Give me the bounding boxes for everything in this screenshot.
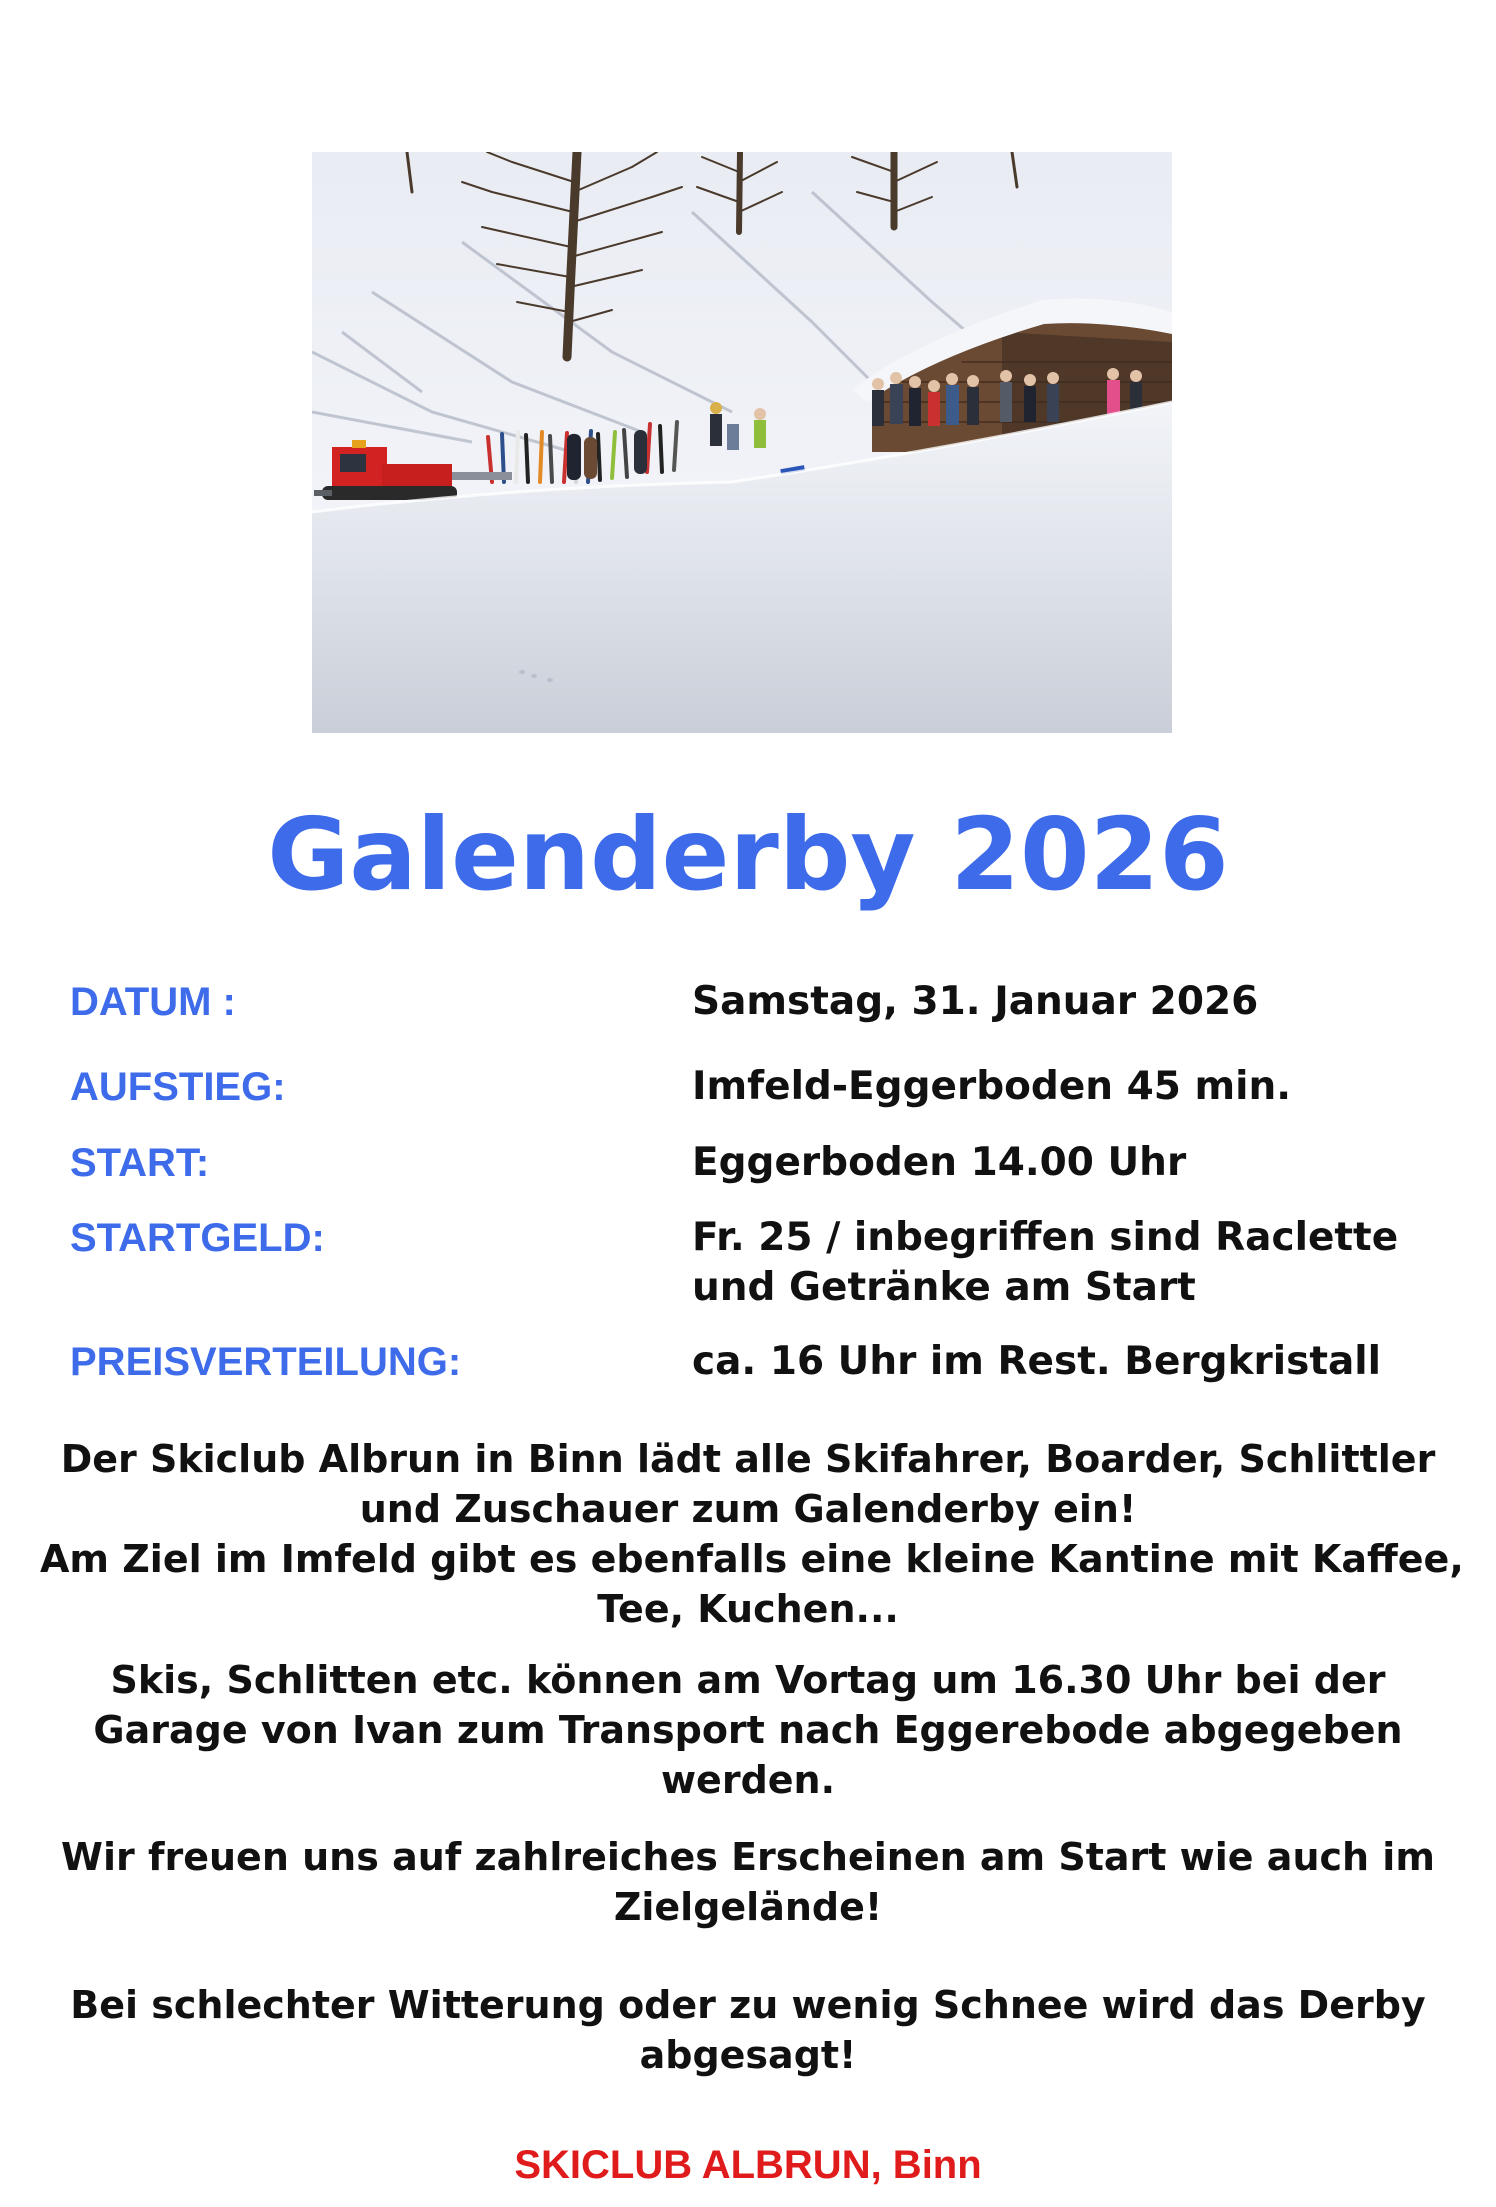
paragraph-line: Wir freuen uns auf zahlreiches Erscheinen am Start wie auch im xyxy=(61,1835,1435,1879)
value-line: ca. 16 Uhr im Rest. Bergkristall xyxy=(692,1339,1382,1384)
label-preisverteilung: PREISVERTEILUNG: xyxy=(70,1340,462,1384)
value-line: Samstag, 31. Januar 2026 xyxy=(692,979,1259,1024)
value-aufstieg xyxy=(692,1062,1291,1112)
paragraph-transport xyxy=(40,1655,1456,1805)
value-line: und Getränke am Start xyxy=(692,1265,1196,1310)
organizer-signature: SKICLUB ALBRUN, Binn xyxy=(514,2143,982,2187)
paragraph-line: abgesagt! xyxy=(639,2033,857,2077)
paragraph-line: und Zuschauer zum Galenderby ein! xyxy=(359,1487,1137,1531)
value-line: Eggerboden 14.00 Uhr xyxy=(692,1140,1187,1185)
value-datum xyxy=(692,977,1258,1027)
label-startgeld: STARTGELD: xyxy=(70,1216,325,1260)
value-preisverteilung xyxy=(692,1337,1381,1387)
paragraph-welcome xyxy=(40,1832,1456,1932)
value-startgeld xyxy=(692,1213,1398,1313)
paragraph-line: Garage von Ivan zum Transport nach Eggerebode abgegeben xyxy=(93,1708,1403,1752)
paragraph-line: werden. xyxy=(660,1758,836,1802)
header-photo xyxy=(312,152,1172,733)
value-line: Imfeld-Eggerboden 45 min. xyxy=(692,1064,1292,1109)
value-line: Fr. 25 / inbegriffen sind Raclette xyxy=(692,1215,1399,1260)
paragraph-line: Tee, Kuchen... xyxy=(597,1587,899,1631)
paragraph-line: Der Skiclub Albrun in Binn lädt alle Skifahrer, Boarder, Schlittler xyxy=(60,1437,1436,1481)
paragraph-line: Bei schlechter Witterung oder zu wenig Schnee wird das Derby xyxy=(70,1983,1426,2027)
paragraph-invitation xyxy=(40,1434,1464,1634)
label-start: START: xyxy=(70,1141,210,1185)
label-aufstieg: AUFSTIEG: xyxy=(70,1065,286,1109)
label-datum: DATUM : xyxy=(70,980,236,1024)
paragraph-line: Am Ziel im Imfeld gibt es ebenfalls eine kleine Kantine mit Kaffee, xyxy=(40,1537,1464,1581)
paragraph-weather xyxy=(40,1980,1456,2080)
paragraph-line: Skis, Schlitten etc. können am Vortag um 16.30 Uhr bei der xyxy=(110,1658,1386,1702)
event-title: Galenderby 2026 xyxy=(267,796,1229,913)
paragraph-line: Zielgelände! xyxy=(613,1885,883,1929)
value-start xyxy=(692,1138,1186,1188)
